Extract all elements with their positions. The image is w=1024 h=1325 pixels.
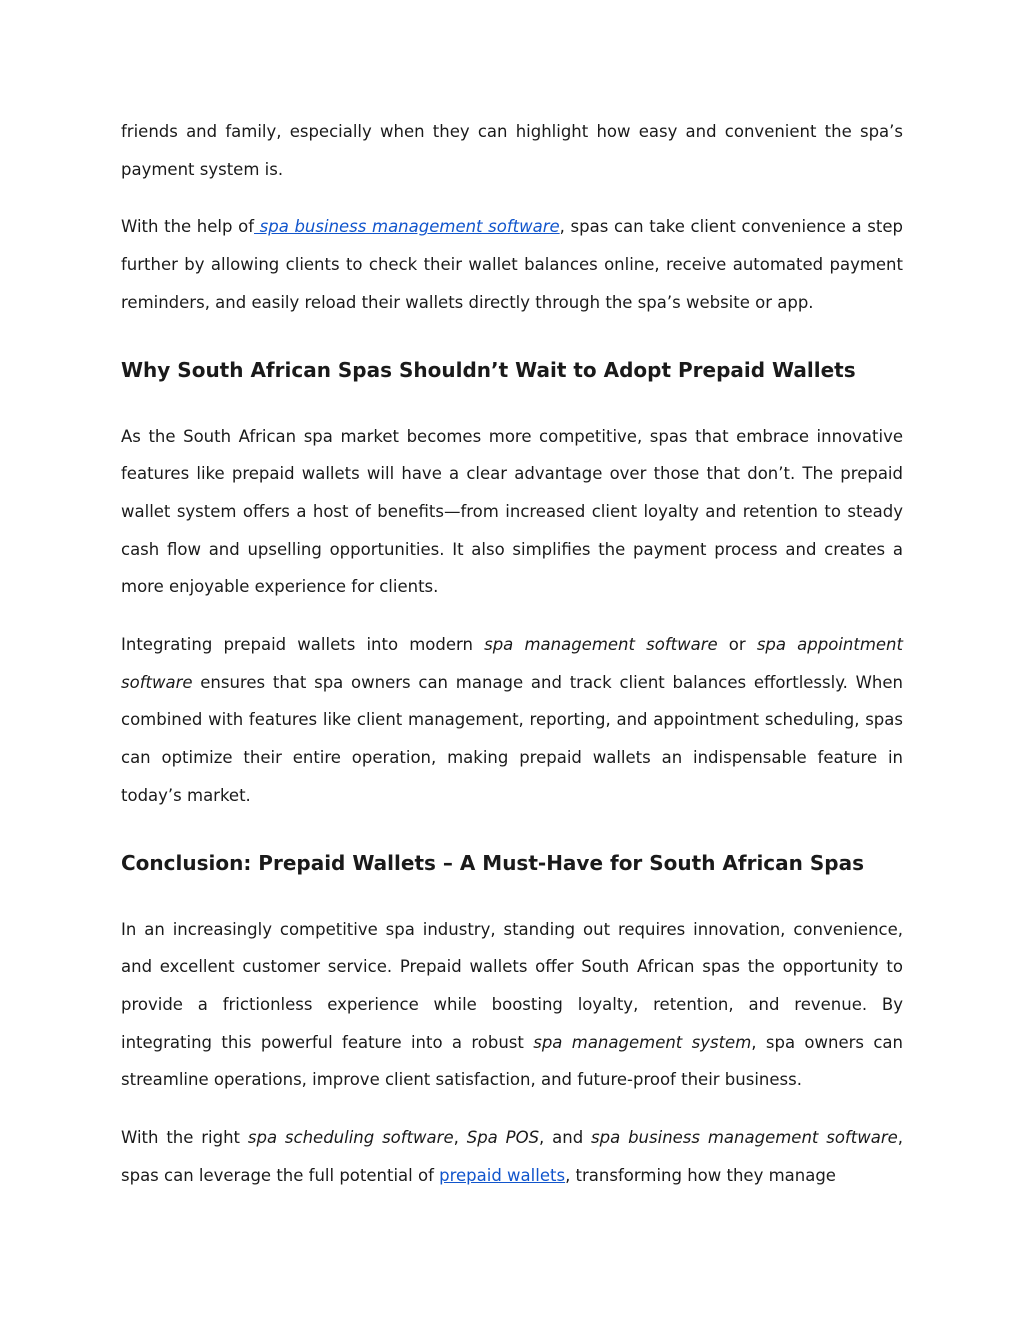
paragraph-6-text-5: , transforming how they manage: [565, 1165, 836, 1185]
paragraph-6-italic-2: Spa POS: [466, 1128, 540, 1148]
paragraph-6: [121, 1119, 903, 1194]
paragraph-6-italic-1: spa scheduling software: [247, 1128, 454, 1148]
prepaid-wallets-link[interactable]: prepaid wallets: [439, 1165, 566, 1185]
paragraph-5-italic-1: spa management system: [533, 1032, 752, 1052]
paragraph-6-text-3: , and: [539, 1128, 592, 1148]
section-heading-conclusion: Conclusion: Prepaid Wallets – A Must-Have for South African Spas: [121, 850, 864, 875]
paragraph-6-italic-3: spa business management software: [591, 1128, 898, 1148]
paragraph-4-italic-1: spa management software: [484, 635, 718, 655]
paragraph-6-text-1: With the right: [121, 1128, 248, 1148]
paragraph-2: [121, 208, 903, 321]
paragraph-4-text-1: Integrating prepaid wallets into modern: [121, 635, 485, 655]
spa-business-management-software-link[interactable]: [254, 217, 560, 236]
paragraph-5-text-1: In an increasingly competitive spa industry, standing out requires innovation, convenience, and excellent customer service. Prepaid wallets offer South African spas the opportunity to provide a frictionless experience while boosting loyalty, retention, and revenue. By integrating this powerful feature into a robust: [121, 919, 903, 1052]
paragraph-5-text-2: , spa owners can streamline operations, improve client satisfaction, and future-proof their business.: [121, 1032, 903, 1090]
paragraph-5: [121, 911, 903, 1100]
document-page: [121, 113, 903, 1194]
paragraph-3: [121, 418, 903, 607]
paragraph-4: [121, 626, 903, 815]
link-text: spa business management software: [254, 217, 560, 237]
paragraph-4-italic-2: spa appointment software: [121, 635, 903, 692]
paragraph-4-text-3: ensures that spa owners can manage and track client balances effortlessly. When combined with features like client management, reporting, and appointment scheduling, spas can optimize their entire operation, making prepaid wallets an indispensable feature in today’s market.: [121, 672, 903, 805]
paragraph-4-text-2: or: [717, 635, 757, 655]
paragraph-2-text-after: , spas can take client convenience a step further by allowing clients to check their wallet balances online, receive automated payment reminders, and easily reload their wallets directly through the spa’s website or app.: [121, 217, 903, 312]
paragraph-1-text: friends and family, especially when they can highlight how easy and convenient the spa’s payment system is.: [121, 122, 903, 179]
section-heading-why-adopt: Why South African Spas Shouldn’t Wait to Adopt Prepaid Wallets: [121, 357, 856, 382]
paragraph-3-text: As the South African spa market becomes more competitive, spas that embrace innovative features like prepaid wallets will have a clear advantage over those that don’t. The prepaid wallet system offers a host of benefits—from increased client loyalty and retention to steady cash flow and upselling opportunities. It also simplifies the payment process and creates a more enjoyable experience for clients.: [121, 426, 903, 597]
paragraph-2-text-before: With the help of: [121, 217, 255, 237]
paragraph-1: [121, 113, 903, 188]
paragraph-6-text-2: ,: [453, 1128, 467, 1148]
paragraph-6-text-4: , spas can leverage the full potential of: [121, 1128, 903, 1185]
